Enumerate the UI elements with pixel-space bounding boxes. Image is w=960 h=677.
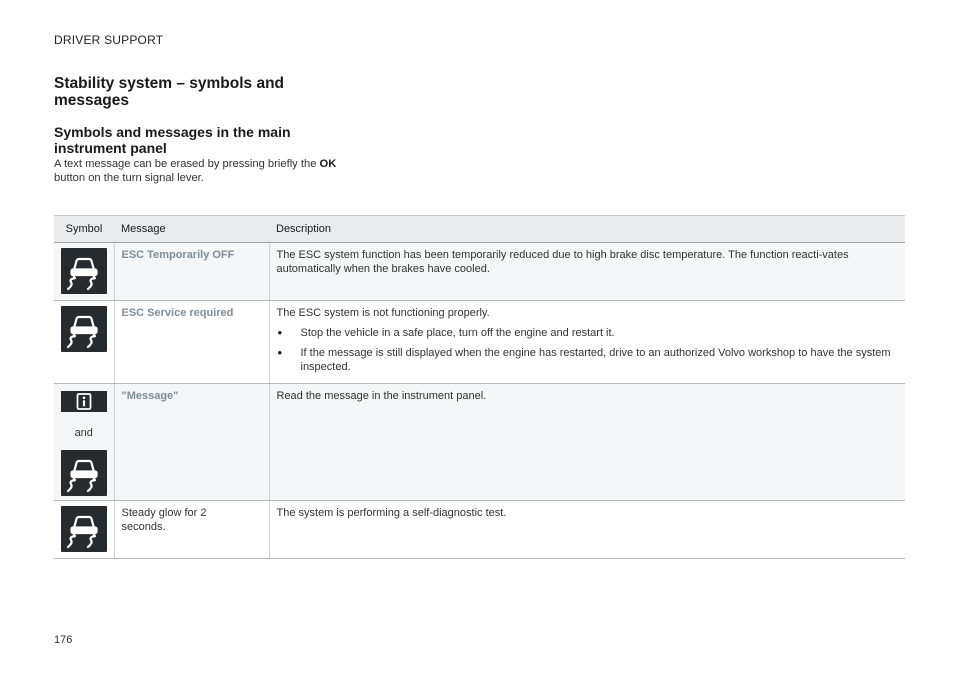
message-esc-service-required: ESC Service required bbox=[121, 307, 234, 319]
section-header: DRIVER SUPPORT bbox=[54, 33, 164, 47]
table-header-row bbox=[54, 216, 905, 243]
intro-text-before: A text message can be erased by pressing briefly the bbox=[54, 158, 320, 170]
list-item: • Stop the vehicle in a safe place, turn off the engine and restart it. bbox=[277, 326, 899, 340]
intro-paragraph bbox=[54, 157, 344, 185]
symbol-cell bbox=[54, 301, 114, 384]
message-steady-glow: Steady glow for 2 seconds. bbox=[121, 507, 207, 533]
esc-skid-icon bbox=[61, 450, 107, 496]
esc-skid-icon bbox=[61, 306, 107, 352]
description-text: Read the message in the instrument panel. bbox=[276, 390, 487, 402]
esc-skid-icon bbox=[61, 248, 107, 294]
message-esc-temporarily-off: ESC Temporarily OFF bbox=[121, 249, 235, 261]
ok-button-reference: OK bbox=[319, 158, 337, 170]
symbol-cell bbox=[54, 243, 114, 301]
message-cell bbox=[114, 301, 269, 384]
esc-skid-icon bbox=[61, 506, 107, 552]
description-text: The ESC system is not functioning properly. bbox=[276, 307, 490, 319]
symbol-cell bbox=[54, 501, 114, 559]
description-cell bbox=[269, 243, 905, 301]
page-number: 176 bbox=[54, 634, 73, 646]
list-item: • If the message is still displayed when the engine has restarted, drive to an authorized Volvo workshop to have the system inspected. bbox=[277, 346, 899, 374]
instruction-list bbox=[277, 326, 899, 374]
table-row bbox=[54, 501, 905, 559]
column-header-symbol: Symbol bbox=[54, 216, 114, 243]
description-cell bbox=[269, 384, 905, 501]
intro-text-after: button on the turn signal lever. bbox=[54, 172, 204, 184]
symbol-cell bbox=[54, 384, 114, 501]
page-title: Stability system – symbols and messages bbox=[54, 75, 285, 109]
symbol-and-text: and bbox=[74, 427, 93, 439]
table-row bbox=[54, 243, 905, 301]
message-cell bbox=[114, 384, 269, 501]
message-cell bbox=[114, 501, 269, 559]
description-text: The ESC system function has been temporarily reduced due to high brake disc temperature. The function reacti-vates automatically when the brakes have cooled. bbox=[276, 249, 849, 275]
section-subheading: Symbols and messages in the main instrument panel bbox=[54, 124, 291, 156]
column-header-description: Description bbox=[269, 216, 905, 243]
info-icon bbox=[61, 391, 107, 412]
table-row bbox=[54, 301, 905, 384]
description-cell bbox=[269, 501, 905, 559]
symbols-messages-table bbox=[54, 215, 905, 559]
table-row bbox=[54, 384, 905, 501]
description-text: The system is performing a self-diagnostic test. bbox=[276, 507, 507, 519]
message-cell bbox=[114, 243, 269, 301]
column-header-message: Message bbox=[114, 216, 269, 243]
description-cell bbox=[269, 301, 905, 384]
message-generic: "Message" bbox=[121, 390, 179, 402]
